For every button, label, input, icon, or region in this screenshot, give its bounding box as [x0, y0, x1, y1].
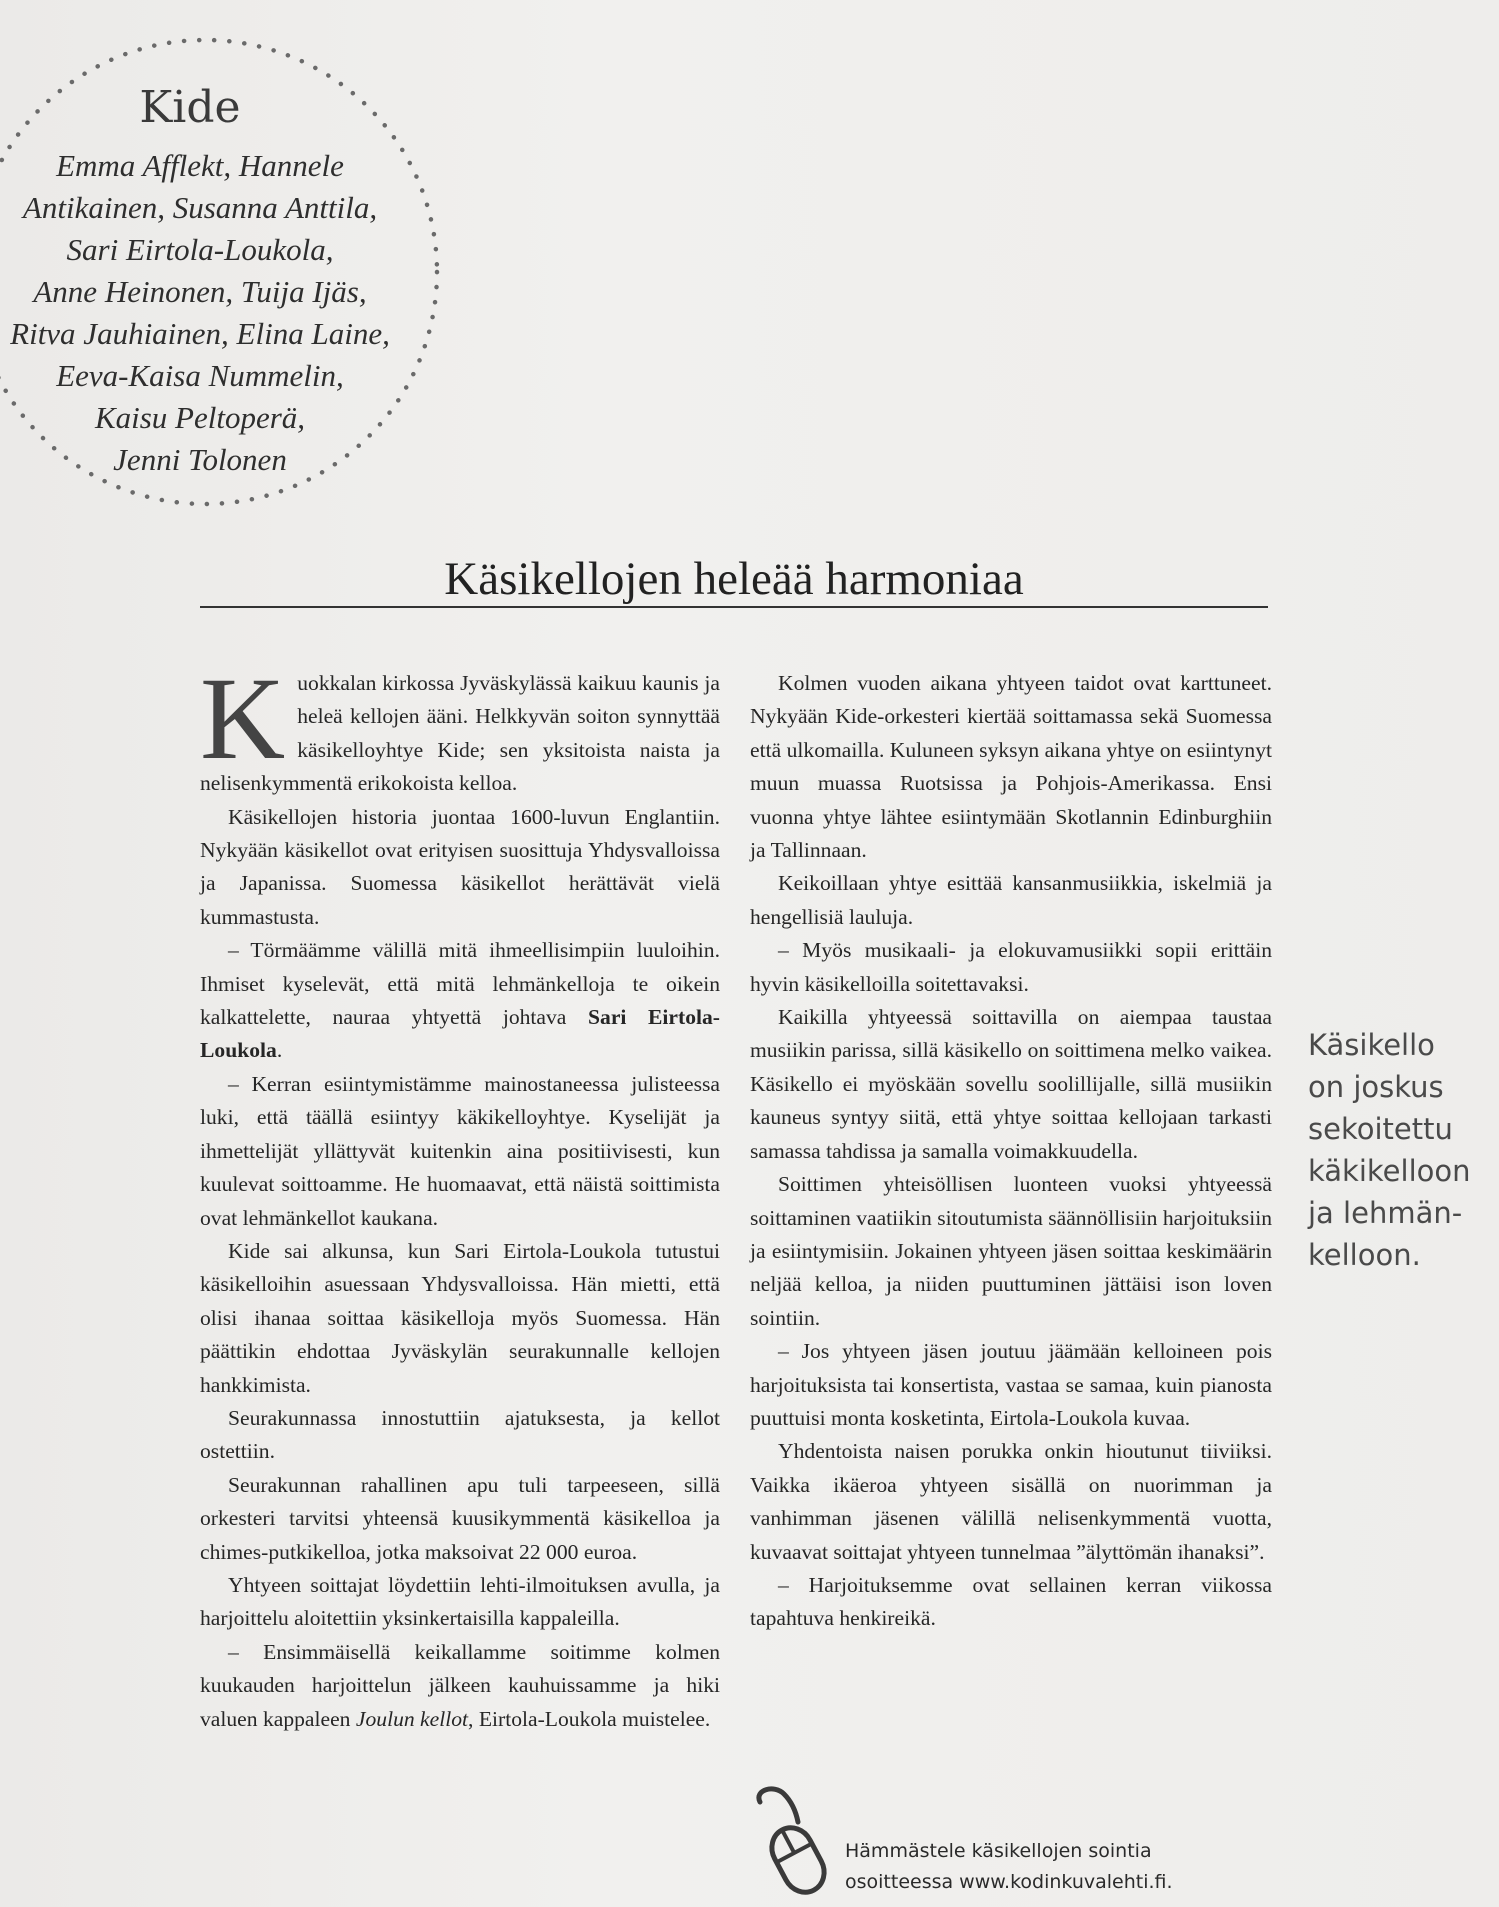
article-paragraph: Kide sai alkunsa, kun Sari Eirtola-Loukola tutustui käsikelloihin asuessaan Yhdysvalloissa. Hän mietti, että olisi ihanaa soittaa käsikelloja myös Suomessa. Hän päättikin ehdottaa Jyväskylän seurakunnalle kellojen hankkimista. [200, 1238, 720, 1397]
pull-quote-line: sekoitettu [1308, 1112, 1453, 1146]
article-paragraph: Käsikellojen historia juontaa 1600-luvun Englantiin. Nykyään käsikellot ovat erityisen suosittuja Yhdysvalloissa ja Japanissa. Suomessa käsikellot herättävät vielä kummastusta. [200, 804, 720, 929]
article-paragraph [200, 934, 720, 1068]
credits-name-line: Sari Eirtola-Loukola, [66, 232, 334, 267]
drop-cap: K [200, 653, 286, 784]
headline-rule [200, 606, 1268, 608]
article-paragraph: – Myös musikaali- ja elokuvamusiikki sopii erittäin hyvin käsikelloilla soitettavaksi. [750, 938, 1272, 996]
paragraph-text: , Eirtola-Loukola muistelee. [468, 1706, 711, 1731]
article-paragraph: Kaikilla yhtyeessä soittavilla on aiempaa taustaa musiikin parissa, sillä käsikello on soittimena melko vaikea. Käsikello ei myöskään sovellu soolillijalle, sillä musiikin kauneus syntyy siitä, että yhtye soittaa kellojaan tarkasti samassa tahdissa ja samalla voimakkuudella. [750, 1005, 1272, 1163]
pull-quote-line: on joskus [1308, 1070, 1444, 1104]
credits-name-line: Kaisu Peltoperä, [94, 400, 306, 435]
article-paragraph: Yhtyeen soittajat löydettiin lehti-ilmoituksen avulla, ja harjoittelu aloitettiin yksinkertaisilla kappaleilla. [200, 1572, 720, 1631]
article-paragraph: Yhdentoista naisen porukka onkin hioutunut tiiviiksi. Vaikka ikäeroa yhtyeen sisällä on nuorimman ja vanhimman jäsenen välillä nelisenkymmentä vuotta, kuvaavat soittajat yhtyeen tunnelmaa ”älyttömän ihanaksi”. [750, 1439, 1272, 1564]
credits-name-line: Antikainen, Susanna Anttila, [22, 190, 378, 225]
pull-quote-line: Käsikello [1308, 1028, 1435, 1062]
article-paragraph: – Kerran esiintymistämme mainostaneessa julisteessa luki, että täällä esiintyy käkikelloyhtye. Kyselijät ja ihmettelijät yllättyvät kuitenkin aina positiivisesti, kun kuulevat soittoamme. He huomaavat, että näistä soittimista ovat lehmänkellot kaukana. [200, 1071, 720, 1230]
footer-note [845, 1836, 1173, 1898]
paragraph-text: . [276, 1038, 283, 1063]
credits-name-line: Ritva Jauhiainen, Elina Laine, [10, 316, 390, 351]
article-column-right [750, 667, 1272, 1636]
paragraph-text: – Ensimmäisellä keikallamme soitimme kolmen kuukauden harjoittelun jälkeen kauhuissamme ja hiki valuen kappaleen [200, 1639, 720, 1731]
pull-quote-line: kelloon. [1308, 1238, 1421, 1272]
credits-names [0, 145, 420, 481]
computer-mouse-icon [752, 1782, 832, 1906]
pull-quote-line: ja lehmän- [1308, 1196, 1463, 1230]
bold-name: Sari Eirtola-Loukola [200, 1005, 720, 1063]
credits-name-line: Eeva-Kaisa Nummelin, [56, 358, 344, 393]
credits-name-line: Anne Heinonen, Tuija Ijäs, [33, 274, 367, 309]
article-paragraph: Seurakunnan rahallinen apu tuli tarpeeseen, sillä orkesteri tarvitsi yhteensä kuusikymmentä käsikelloa ja chimes-putkikelloa, jotka maksoivat 22 000 euroa. [200, 1472, 720, 1564]
article-headline: Käsikellojen heleää harmoniaa [444, 553, 1024, 605]
credits-circle [0, 20, 460, 530]
article-paragraph: – Jos yhtyeen jäsen joutuu jäämään kelloineen pois harjoituksista tai konsertista, vastaa se samaa, kuin pianosta puuttuisi monta kosketinta, Eirtola-Loukola kuvaa. [750, 1339, 1272, 1430]
pull-quote-line: käkikelloon [1308, 1154, 1471, 1188]
footer-link[interactable]: osoitteessa www.kodinkuvalehti.fi. [845, 1871, 1173, 1893]
footer-note-line: Hämmästele käsikellojen sointia [845, 1840, 1152, 1862]
paragraph-text: uokkalan kirkossa Jyväskylässä kaikuu kaunis ja heleä kellojen ääni. Helkkyvän soiton synnyttää käsikelloyhtye Kide; sen yksitoista naista ja nelisenkymmentä erikokoista kelloa. [200, 671, 720, 796]
article-paragraph: Keikoillaan yhtye esittää kansanmusiikkia, iskelmiä ja hengellisiä lauluja. [750, 871, 1272, 929]
article-column-left [200, 653, 720, 1736]
credits-name-line: Jenni Tolonen [113, 442, 287, 477]
article-paragraph: Kolmen vuoden aikana yhtyeen taidot ovat karttuneet. Nykyään Kide-orkesteri kiertää soittamassa sekä Suomessa että ulkomailla. Kuluneen syksyn aikana yhtye on esiintynyt muun muassa Ruotsissa ja Pohjois-Amerikassa. Ensi vuonna yhtye lähtee esiintymään Skotlannin Edinburghiin ja Tallinnaan. [750, 671, 1272, 863]
paragraph-text: – Törmäämme välillä mitä ihmeellisimpiin luuloihin. Ihmiset kyselevät, että mitä lehmänkelloja te oikein kalkattelette, nauraa yhtyettä johtava [200, 938, 720, 1030]
credits-name-line: Emma Afflekt, Hannele [56, 148, 344, 183]
credits-title: Kide [139, 82, 241, 133]
song-title: Joulun kellot [355, 1706, 469, 1731]
article-paragraph [200, 653, 720, 801]
article-paragraph: – Harjoituksemme ovat sellainen kerran viikossa tapahtuva henkireikä. [750, 1572, 1272, 1631]
article-paragraph: Soittimen yhteisöllisen luonteen vuoksi yhtyeessä soittaminen vaatiikin sitoutumista säännöllisiin harjoituksiin ja esiintymisiin. Jokainen yhtyeen jäsen soittaa keskimäärin neljää kelloa, ja niiden puuttuminen jättäisi ison loven sointiin. [750, 1172, 1272, 1330]
article-paragraph [200, 1636, 720, 1736]
pull-quote [1308, 1024, 1488, 1276]
article-paragraph: Seurakunnassa innostuttiin ajatuksesta, ja kellot ostettiin. [200, 1405, 720, 1464]
